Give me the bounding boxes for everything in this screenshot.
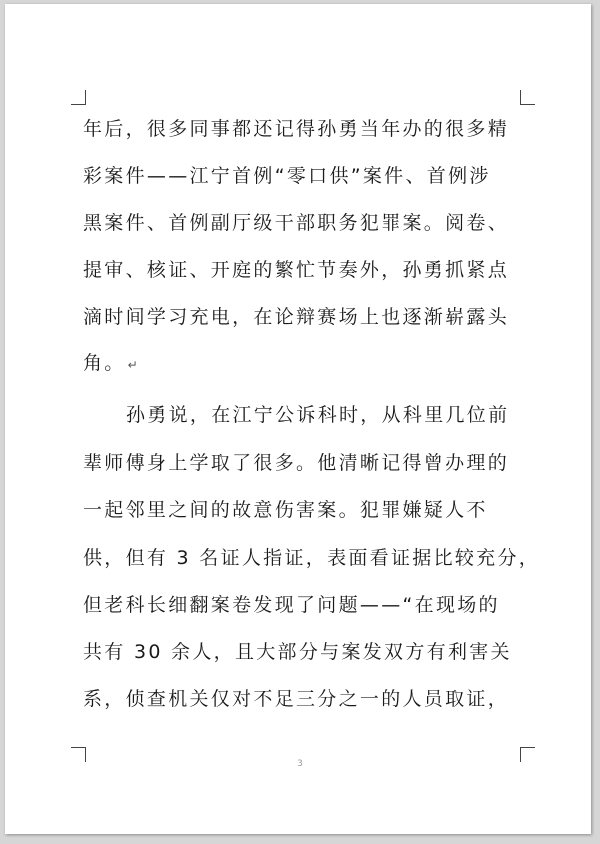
page-number: 3 (297, 759, 303, 769)
text-line: 孙勇说，在江宁公诉科时，从科里几位前 (126, 404, 510, 426)
text-line: 黑案件、首例副厅级干部职务犯罪案。阅卷、 (83, 212, 510, 234)
text-line: 系，侦查机关仅对不足三分之一的人员取证， (83, 688, 510, 710)
text-line: 提审、核证、开庭的繁忙节奏外，孙勇抓紧点 (83, 259, 510, 281)
text-line: 年后，很多同事都还记得孙勇当年办的很多精 (83, 118, 510, 140)
text-line-paragraph-end (83, 351, 523, 377)
paragraph-mark-icon: ↵ (127, 358, 138, 372)
text-line: 辈师傅身上学取了很多。他清晰记得曾办理的 (83, 452, 510, 474)
text-line: 共有 30 余人，且大部分与案发双方有利害关 (83, 641, 512, 663)
text-line: 供，但有 3 名证人指证，表面看证据比较充分， (83, 547, 541, 569)
text-line: 但老科长细翻案卷发现了问题——“在现场的 (83, 594, 500, 616)
text-line-content: 角。 (83, 352, 126, 374)
text-line: 滴时间学习充电，在论辩赛场上也逐渐崭露头 (83, 306, 510, 328)
crop-mark-top-right (520, 90, 535, 105)
text-line: 彩案件——江宁首例“零口供”案件、首例涉 (83, 165, 491, 187)
text-line: 一起邻里之间的故意伤害案。犯罪嫌疑人不 (83, 499, 488, 521)
crop-mark-top-left (71, 90, 86, 105)
